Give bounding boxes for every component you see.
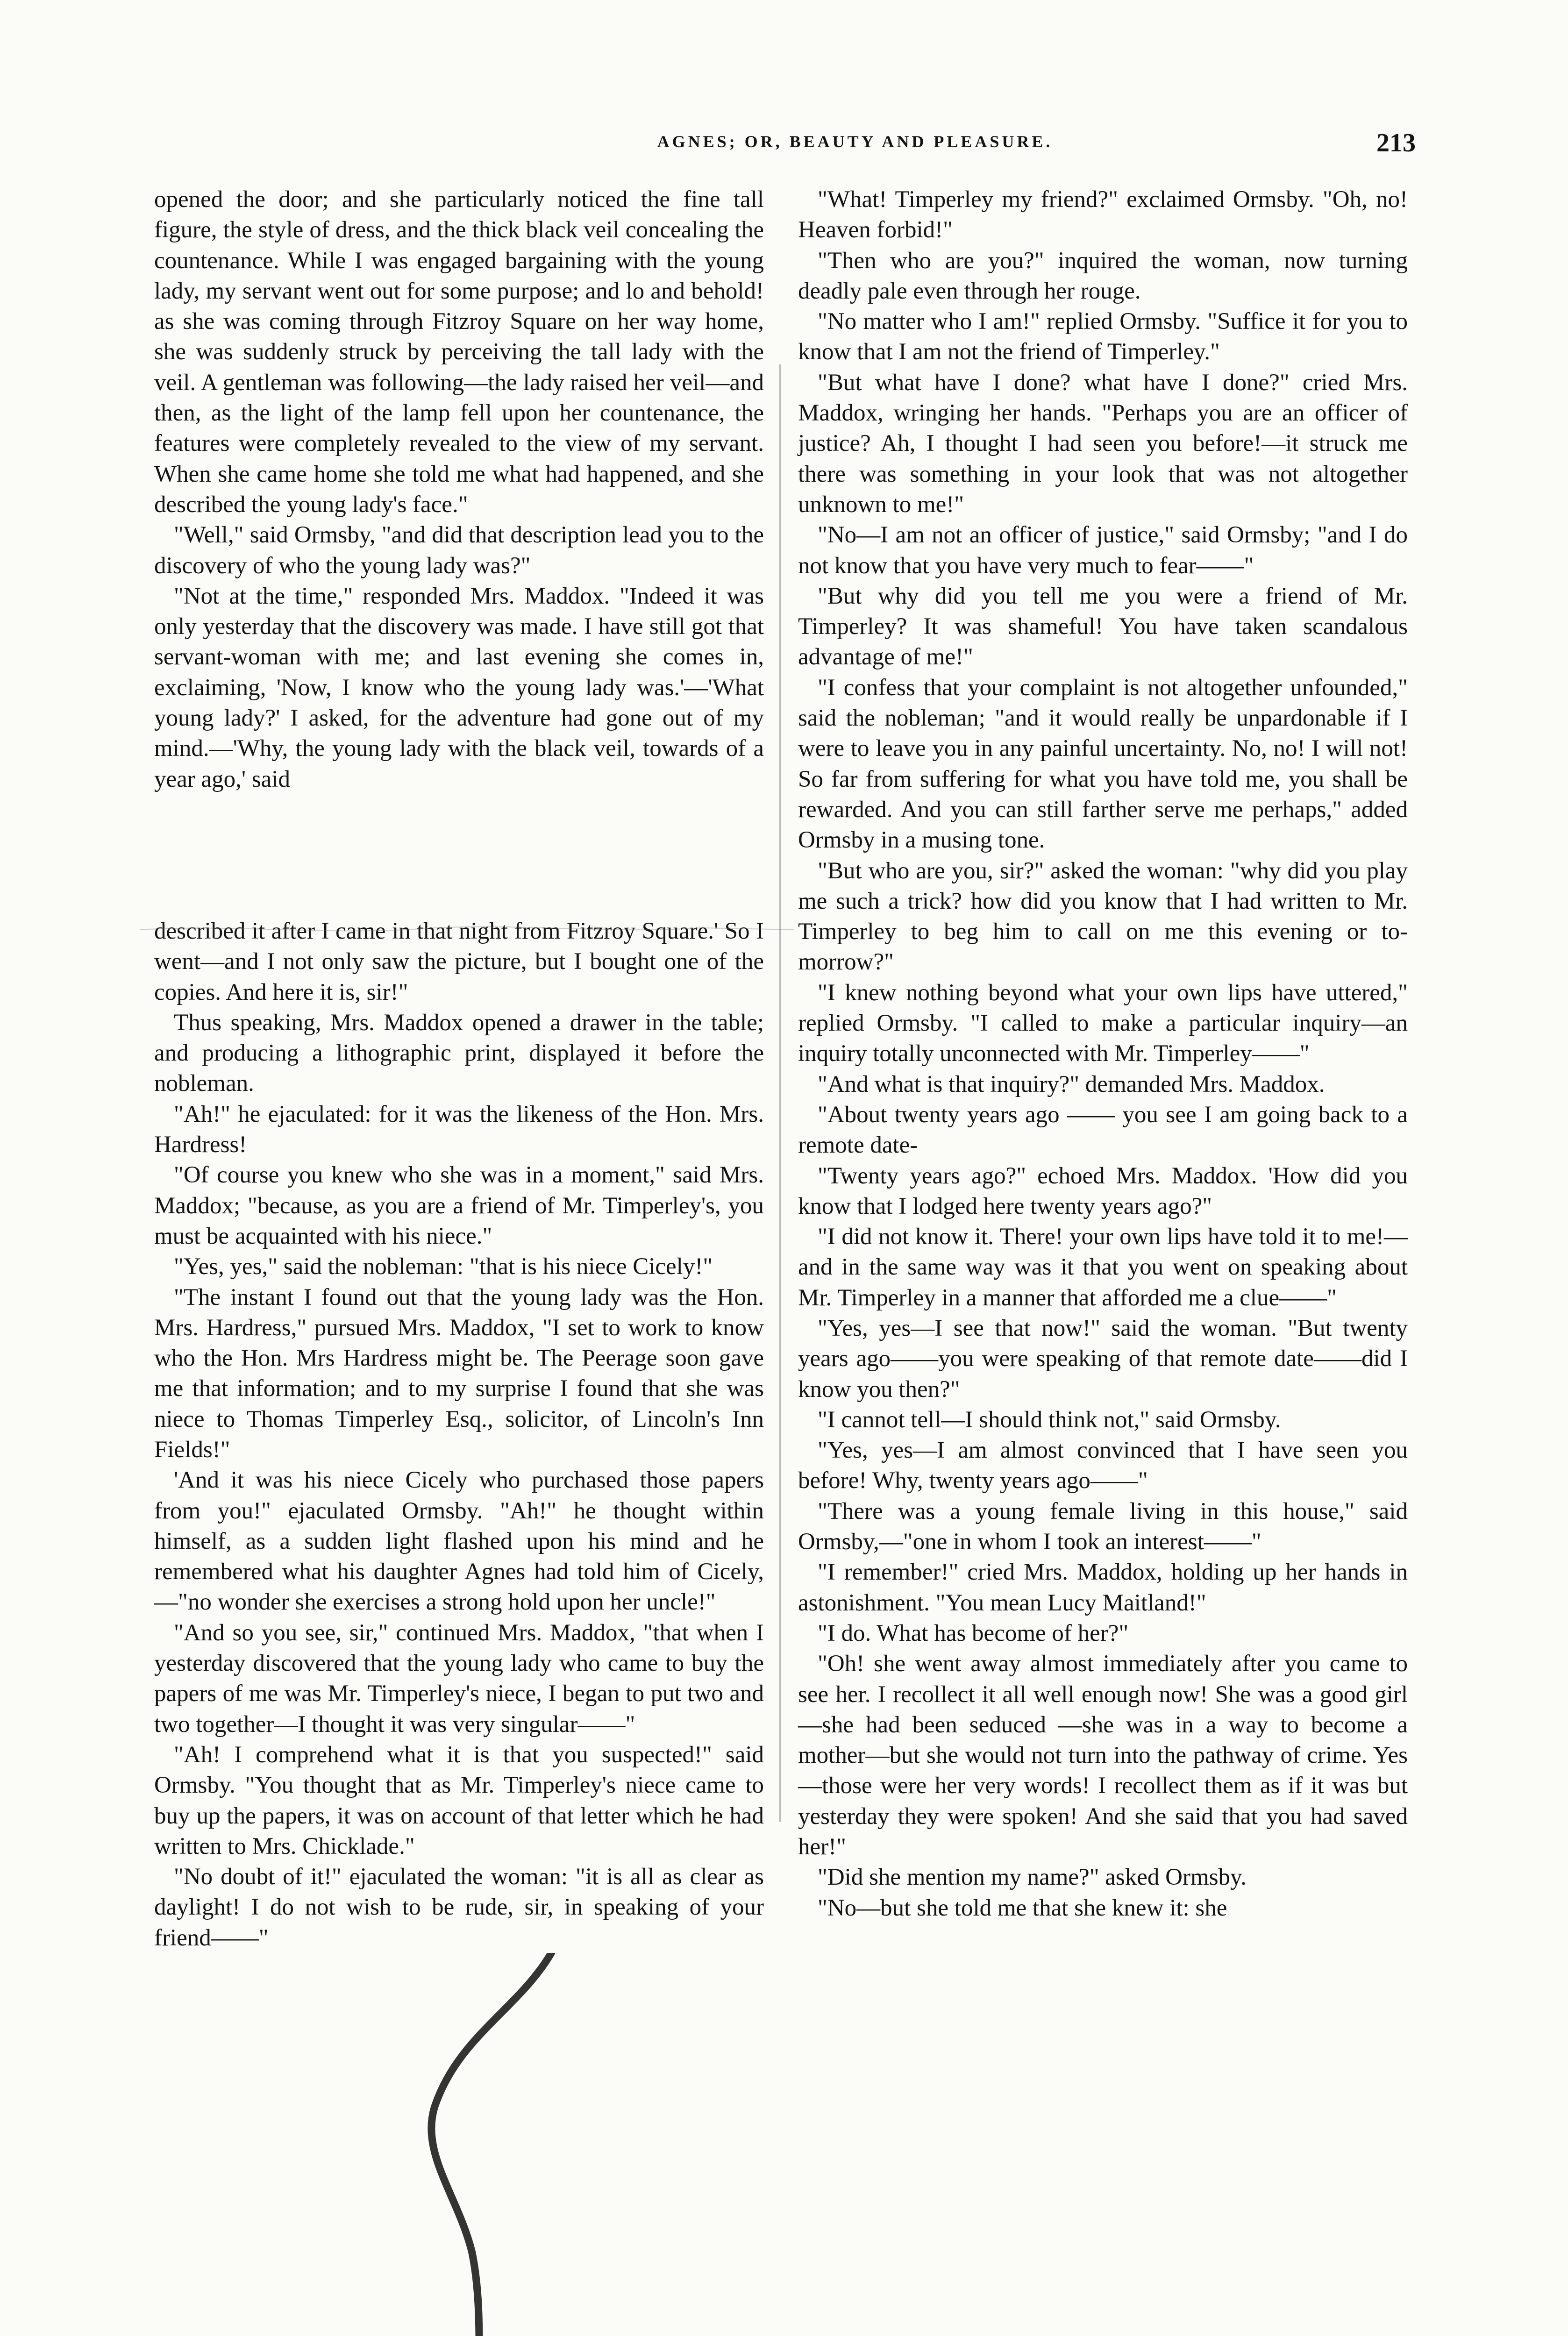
paragraph: "No matter who I am!" replied Ormsby. "Suffice it for you to know that I am not the friend of Timperley." bbox=[798, 308, 1408, 365]
page-number: 213 bbox=[1376, 128, 1416, 157]
paragraph: "The instant I found out that the young lady was the Hon. Mrs. Hardress," pursued Mrs. Maddox, "I set to work to know who the Hon. Mrs Hardress might be. The Peerage soon gave me that information; and to my surprise I found that she was niece to Thomas Timperley Esq., solicitor, of Lincoln's Inn Fields!" bbox=[154, 1284, 764, 1463]
paragraph: "Yes, yes," said the nobleman: "that is his niece Cicely!" bbox=[174, 1253, 713, 1280]
paragraph: "No doubt of it!" ejaculated the woman: "it is all as clear as daylight! I do not wish to be rude, sir, in speaking of your friend——" bbox=[154, 1864, 764, 1951]
paragraph: "And so you see, sir," continued Mrs. Maddox, "that when I yesterday discovered that the young lady who came to buy the papers of me was Mr. Timperley's niece, I began to put two and two together—I thought it was very singular——" bbox=[154, 1619, 764, 1738]
paragraph: "What! Timperley my friend?" exclaimed Ormsby. "Oh, no! Heaven forbid!" bbox=[798, 186, 1408, 243]
paragraph: "Yes, yes—I see that now!" said the woman. "But twenty years ago——you were speaking of that remote date——did I know you then?" bbox=[798, 1315, 1408, 1403]
paragraph: "Then who are you?" inquired the woman, now turning deadly pale even through her rouge. bbox=[798, 247, 1408, 304]
page-tear-mark bbox=[140, 916, 794, 944]
paragraph: 'And it was his niece Cicely who purchased those papers from you!" ejaculated Ormsby. "Ah!" he thought within himself, as a sudden light flashed upon his mind and he remembered what his daughter Agnes had told him of Cicely,—"no wonder she exercises a strong hold upon her uncle!" bbox=[154, 1467, 764, 1616]
paragraph: "I cannot tell—I should think not," said Ormsby. bbox=[818, 1406, 1281, 1433]
missing-text-gap bbox=[154, 795, 764, 916]
paragraph: "Oh! she went away almost immediately after you came to see her. I recollect it all well enough now! She was a good girl—she had been seduced —she was in a way to become a mother—but she would not turn into the pathway of crime. Yes—those were her very words! I recollect them as if it was but yesterday they were spoken! And she said that you had saved her!" bbox=[798, 1651, 1408, 1860]
paragraph: Thus speaking, Mrs. Maddox opened a drawer in the table; and producing a lithographic print, displayed it before the nobleman. bbox=[154, 1009, 764, 1097]
running-title: AGNES; OR, BEAUTY AND PLEASURE. bbox=[657, 132, 1053, 151]
paragraph: "Well," said Ormsby, "and did that description lead you to the discovery of who the young lady was?" bbox=[154, 522, 764, 579]
paragraph: "There was a young female living in this house," said Ormsby,—"one in whom I took an interest——" bbox=[798, 1498, 1408, 1555]
paragraph: "Yes, yes—I am almost convinced that I have seen you before! Why, twenty years ago——" bbox=[798, 1437, 1408, 1494]
paragraph: "I do. What has become of her?" bbox=[818, 1620, 1129, 1646]
paragraph: "About twenty years ago —— you see I am going back to a remote date- bbox=[798, 1101, 1408, 1159]
paragraph: opened the door; and she particularly noticed the fine tall figure, the style of dress, and the thick black veil concealing the countenance. While I was engaged bargaining with the young lady, my servant went out for some purpose; and lo and behold! as she was coming through Fitzroy Square on her way home, she was suddenly struck by perceiving the tall lady with the veil. A gentleman was following—the lady raised her veil—and then, as the light of the lamp fell upon her countenance, the features were completely revealed to the view of my servant. When she came home she told me what had happened, and she described the young lady's face." bbox=[154, 186, 764, 518]
paragraph: "Not at the time," responded Mrs. Maddox. "Indeed it was only yesterday that the discovery was made. I have still got that servant-woman with me; and last evening she comes in, exclaiming, 'Now, I know who the young lady was.'—'What young lady?' I asked, for the adventure had gone out of my mind.—'Why, the young lady with the black veil, towards of a year ago,' said bbox=[154, 583, 764, 792]
paragraph: "I confess that your complaint is not altogether unfounded," said the nobleman; "and it would really be unpardonable if I were to leave you in any painful uncertainty. No, no! I will not! So far from suffering for what you have told me, you shall be rewarded. And you can still farther serve me perhaps," added Ormsby in a musing tone. bbox=[798, 674, 1408, 854]
paragraph: "Ah!" he ejaculated: for it was the likeness of the Hon. Mrs. Hardress! bbox=[154, 1101, 764, 1158]
paragraph: "No—I am not an officer of justice," said Ormsby; "and I do not know that you have very much to fear——" bbox=[798, 522, 1408, 579]
paragraph: "I knew nothing beyond what your own lips have uttered," replied Ormsby. "I called to make a particular inquiry—an inquiry totally unconnected with Mr. Timperley——" bbox=[798, 979, 1408, 1067]
paragraph: "Did she mention my name?" asked Ormsby. bbox=[818, 1864, 1247, 1891]
column-rule bbox=[779, 364, 781, 1822]
paragraph: "Ah! I comprehend what it is that you suspected!" said Ormsby. "You thought that as Mr. Timperley's niece came to buy up the papers, it was on account of that letter which he had written to Mrs. Chicklade." bbox=[154, 1741, 764, 1859]
left-column bbox=[154, 185, 764, 2208]
paragraph: "But who are you, sir?" asked the woman: "why did you play me such a trick? how did you know that I had written to Mr. Timperley to beg him to call on me this evening or to-morrow?" bbox=[798, 857, 1408, 976]
paragraph: described it after I came in that night from Fitzroy Square.' So I went—and I not only saw the picture, but I bought one of the copies. And here it is, sir!" bbox=[154, 918, 764, 1005]
paragraph: "Twenty years ago?" echoed Mrs. Maddox. 'How did you know that I lodged here twenty years ago?" bbox=[798, 1162, 1408, 1219]
right-column bbox=[798, 185, 1408, 2306]
paragraph: "I remember!" cried Mrs. Maddox, holding up her hands in astonishment. "You mean Lucy Maitland!" bbox=[798, 1559, 1408, 1616]
paragraph: "Of course you knew who she was in a moment," said Mrs. Maddox; "because, as you are a friend of Mr. Timperley's, you must be acquainted with his niece." bbox=[154, 1162, 764, 1249]
ink-damage-stroke bbox=[402, 1953, 570, 2336]
paragraph: "But what have I done? what have I done?" cried Mrs. Maddox, wringing her hands. "Perhaps you are an officer of justice? Ah, I thought I had seen you before!—it struck me there was something in your look that was not altogether unknown to me!" bbox=[798, 369, 1408, 518]
page-header bbox=[154, 128, 1416, 174]
paragraph: "I did not know it. There! your own lips have told it to me!—and in the same way was it that you went on speaking about Mr. Timperley in a manner that afforded me a clue——" bbox=[798, 1224, 1408, 1311]
paragraph: "But why did you tell me you were a friend of Mr. Timperley? It was shameful! You have taken scandalous advantage of me!" bbox=[798, 583, 1408, 670]
paragraph: "And what is that inquiry?" demanded Mrs. Maddox. bbox=[818, 1071, 1325, 1097]
paragraph: "No—but she told me that she knew it: she bbox=[818, 1894, 1227, 1921]
